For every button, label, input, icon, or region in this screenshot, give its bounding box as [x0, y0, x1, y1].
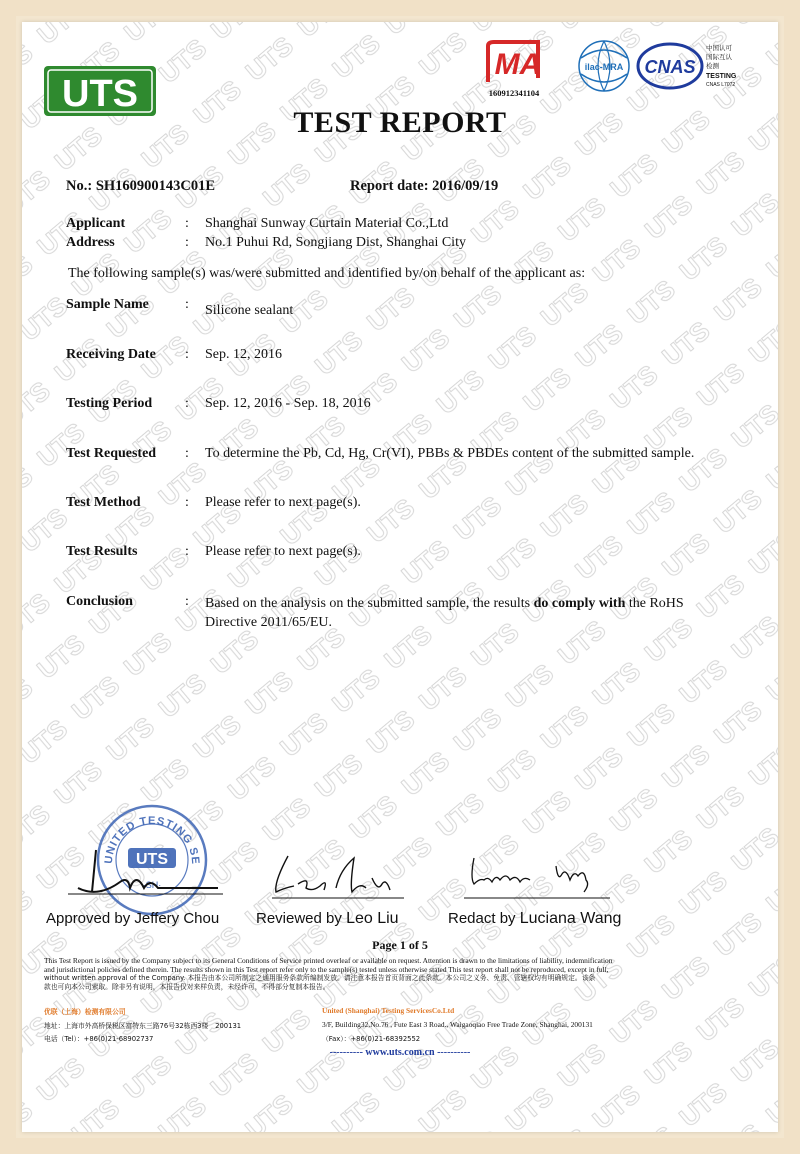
fax: （Fax）：+86(0)21-68392552: [322, 1035, 421, 1043]
testing-period-label: Testing Period: [66, 396, 153, 411]
report-number: [66, 178, 215, 195]
ilac-mra-icon: [579, 41, 629, 91]
report-date-value: 2016/09/19: [432, 178, 499, 194]
website-link[interactable]: ---------- www.uts.com.cn ----------: [329, 1047, 471, 1058]
approved-by-name: Jeffery Chou: [134, 910, 220, 927]
redact-by: [448, 910, 621, 928]
conclusion-text-line2: Directive 2011/65/EU.: [205, 615, 333, 630]
cnas-mark-icon: [638, 43, 737, 88]
test-requested-colon: :: [185, 446, 189, 461]
reviewed-by-prefix: Reviewed by: [256, 910, 342, 927]
address-value: No.1 Puhui Rd, Songjiang Dist, Shanghai City: [205, 235, 466, 250]
test-requested-label: Test Requested: [66, 446, 157, 461]
test-method-colon: :: [185, 495, 189, 510]
disclaimer-line-4: 款也可向本公司索取。除非另有说明，本报告仅对来样负责，未经许可，不得部分复制本报告。: [44, 983, 330, 991]
disclaimer-line-3: without written approval of the Company. 本报告由本公司所制定之通用服务条款所编制发放。请注意本报告首页背面之此条款。本公司之义务、免责、管辖权均有明确规定。该条: [44, 974, 596, 982]
address-label: Address: [66, 235, 115, 250]
ilac-mra-text: ilac-MRA: [584, 62, 624, 72]
testing-period-colon: :: [185, 396, 189, 411]
test-method-label: Test Method: [66, 495, 141, 510]
seal-ring-text: UNITED TESTING SE: [102, 814, 202, 866]
test-results-label: Test Results: [66, 544, 138, 559]
address-cn: 地址：上海市外高桥保税区富特东三路76号32栋西3楼 200131: [44, 1022, 242, 1030]
conclusion-text-pre: Based on the analysis on the submitted sample, the results: [205, 596, 534, 611]
disclaimer: [44, 956, 760, 992]
company-name-en: United (Shanghai) Testing ServicesCo.Ltd: [322, 1006, 455, 1015]
cnas-cn-line-3: 检测: [706, 62, 719, 70]
seal-center-text: UTS: [136, 851, 168, 868]
test-requested-value: To determine the Pb, Cd, Hg, Cr(VI), PBBs & PBDEs content of the submitted sample.: [205, 446, 695, 461]
sample-name-value: Silicone sealant: [205, 303, 294, 318]
receiving-date-colon: :: [185, 347, 189, 362]
seal-bottom-text: ·SH·: [142, 880, 162, 890]
testing-period-value: Sep. 12, 2016 - Sep. 18, 2016: [205, 396, 371, 411]
sample-name-colon: :: [185, 297, 189, 312]
conclusion-value: [205, 594, 705, 632]
applicant-value: Shanghai Sunway Curtain Material Co.,Ltd: [205, 216, 449, 231]
report-date: [350, 178, 498, 195]
signature-jeffery-chou: [58, 842, 228, 902]
disclaimer-line-1: This Test Report is issued by the Company subject to its General Conditions of Service printed overleaf or available on request. Attention is drawn to the limitations of liability, indemnification: [44, 956, 613, 965]
company-name-cn: 优联（上海）检测有限公司: [44, 1008, 126, 1016]
cnas-cn-line-2: 国际互认: [706, 53, 732, 61]
test-method-value: Please refer to next page(s).: [205, 495, 361, 510]
redact-by-prefix: Redact by: [448, 910, 516, 927]
cma-number: 160912341104: [488, 88, 540, 98]
submission-intro: The following sample(s) was/were submitted and identified by/on behalf of the applicant as:: [68, 266, 586, 281]
cma-mark-text: MA: [494, 48, 542, 81]
applicant-colon: :: [185, 216, 189, 231]
signature-luciana-wang: [460, 848, 620, 902]
conclusion-colon: :: [185, 594, 189, 609]
cnas-number: CNAS L7072: [706, 82, 736, 88]
page-number: Page 1 of 5: [372, 938, 428, 952]
reviewed-by-name: Leo Liu: [346, 910, 399, 927]
reviewed-by: [256, 910, 399, 928]
cnas-testing-text: TESTING: [706, 73, 737, 80]
cma-mark-icon: [488, 42, 541, 98]
signature-leo-liu: [254, 848, 414, 902]
sample-name-label: Sample Name: [66, 297, 149, 312]
report-title: TEST REPORT: [293, 106, 507, 139]
conclusion-label: Conclusion: [66, 594, 133, 609]
test-results-colon: :: [185, 544, 189, 559]
approved-by: [46, 910, 219, 927]
report-number-value: SH160900143C01E: [95, 178, 216, 194]
disclaimer-line-2: and jurisdictional policies defined therein. The results shown in this Test report refer only to the sample(s) tested unless otherwise stated This test report shall not be reproduced, except in full,: [44, 965, 609, 974]
report-page: [22, 22, 778, 1132]
report-date-label: Report date:: [350, 178, 429, 194]
address-en: 3/F, Building32,No.76 , Fute East 3 Road., Waigaoqiao Free Trade Zone, Shanghai, 200131: [322, 1020, 593, 1029]
test-results-value: Please refer to next page(s).: [205, 544, 361, 559]
uts-logo-text: UTS: [62, 73, 138, 115]
cnas-mark-text: CNAS: [644, 57, 696, 77]
address-colon: :: [185, 235, 189, 250]
conclusion-text-post: the RoHS: [625, 596, 684, 611]
applicant-label: Applicant: [66, 216, 126, 231]
telephone: 电话（Tel）：+86(0)21-68902737: [44, 1035, 154, 1043]
redact-by-name: Luciana Wang: [519, 910, 622, 927]
cnas-cn-line-1: 中国认可: [706, 44, 732, 52]
report-number-label: No.:: [66, 178, 93, 194]
receiving-date-label: Receiving Date: [66, 347, 156, 362]
accreditation-marks: [480, 36, 778, 116]
receiving-date-value: Sep. 12, 2016: [205, 347, 282, 362]
conclusion-text-bold: do comply with: [533, 596, 626, 611]
approved-by-prefix: Approved by: [46, 910, 131, 927]
